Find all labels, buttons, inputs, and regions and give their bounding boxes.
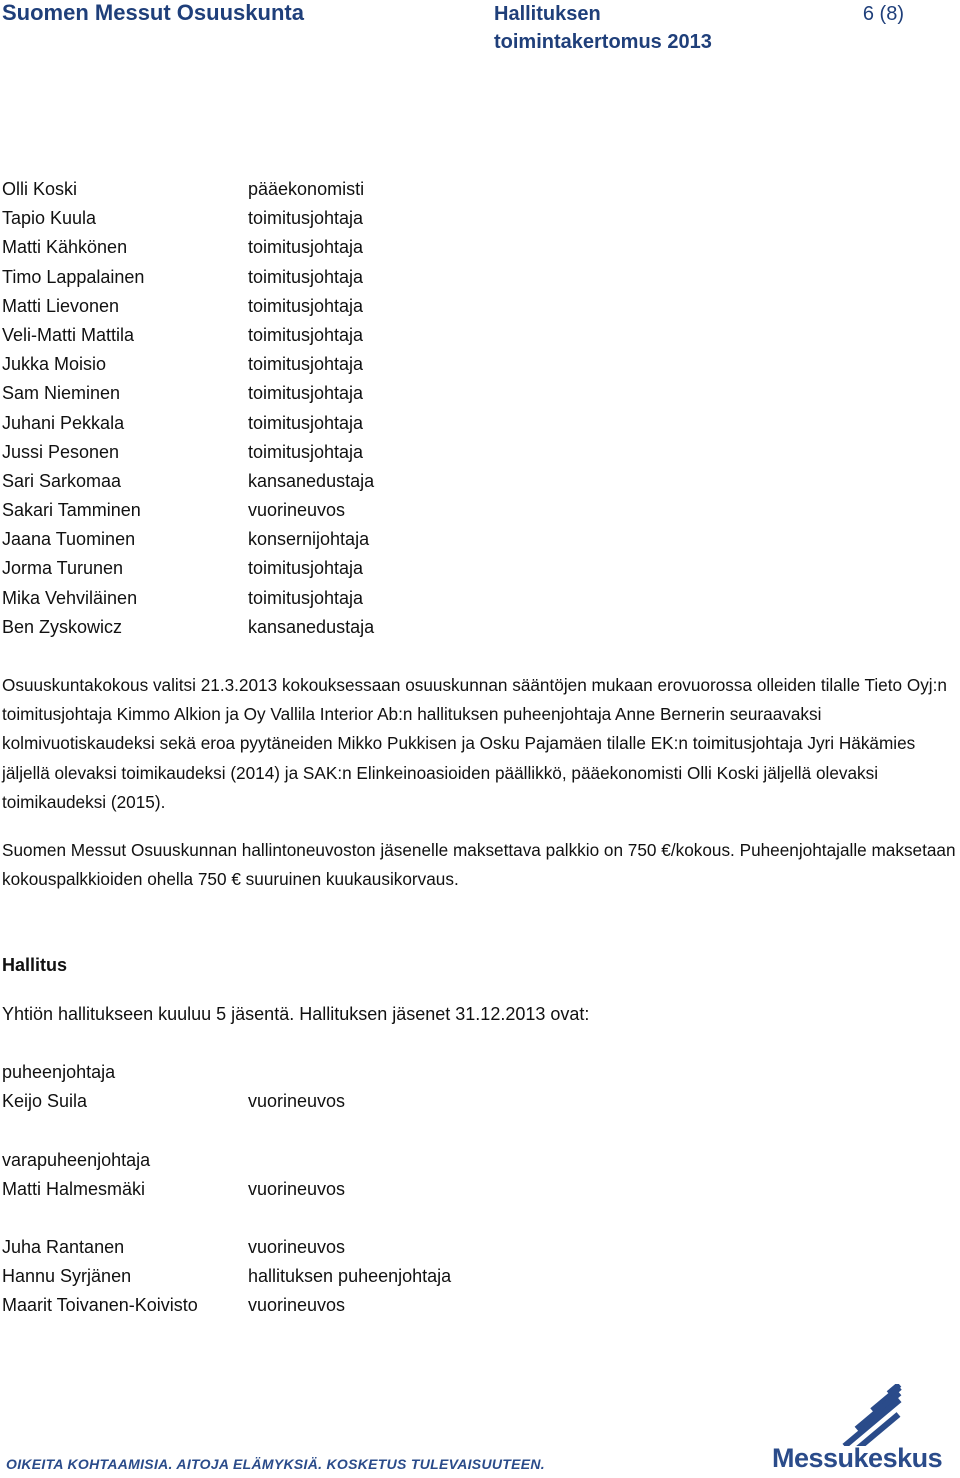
board-member-row — [2, 1264, 452, 1288]
board-member-name: Matti Halmesmäki — [2, 1179, 146, 1199]
member-name: Sam Nieminen — [2, 383, 121, 403]
document-title-line2: toimintakertomus 2013 — [494, 31, 712, 53]
fee-paragraph: Suomen Messut Osuuskunnan hallintoneuvoston jäsenelle maksettava palkkio on 750 €/kokous. Puheenjohtajalle maksetaan kokouspalkkioiden ohella 750 € suuruinen kuukausikorvaus. — [2, 840, 956, 890]
member-name: Jaana Tuominen — [2, 529, 136, 549]
member-row — [2, 411, 364, 435]
vice-chair-label: varapuheenjohtaja — [2, 1150, 151, 1170]
page-header — [0, 0, 960, 56]
document-title — [494, 0, 712, 56]
footer-slogan: OIKEITA KOHTAAMISIA. AITOJA ELÄMYKSIÄ. KOSKETUS TULEVAISUUTEEN. — [6, 1456, 545, 1472]
messukeskus-logo — [772, 1384, 942, 1474]
member-name: Ben Zyskowicz — [2, 617, 123, 637]
member-row — [2, 206, 364, 230]
member-row — [2, 381, 364, 405]
board-member-role: vuorineuvos — [248, 1295, 346, 1315]
board-member-role: vuorineuvos — [248, 1091, 346, 1111]
member-row — [2, 323, 364, 347]
member-name: Timo Lappalainen — [2, 267, 145, 287]
board-member-row — [2, 1235, 346, 1259]
member-role: toimitusjohtaja — [248, 267, 364, 287]
member-role: pääekonomisti — [248, 179, 365, 199]
member-row — [2, 527, 370, 551]
logo-text: Messukeskus — [772, 1443, 943, 1473]
member-row — [2, 615, 375, 639]
member-name: Sari Sarkomaa — [2, 471, 122, 491]
member-role: toimitusjohtaja — [248, 208, 364, 228]
member-row — [2, 177, 365, 201]
board-member-role: hallituksen puheenjohtaja — [248, 1266, 452, 1286]
member-name: Mika Vehviläinen — [2, 588, 138, 608]
member-role: konsernijohtaja — [248, 529, 370, 549]
organization-name: Suomen Messut Osuuskunta — [2, 0, 304, 25]
member-role: toimitusjohtaja — [248, 325, 364, 345]
member-name: Sakari Tamminen — [2, 500, 141, 520]
board-heading: Hallitus — [2, 955, 68, 975]
board-intro: Yhtiön hallitukseen kuuluu 5 jäsentä. Hallituksen jäsenet 31.12.2013 ovat: — [2, 1004, 590, 1024]
member-name: Matti Lievonen — [2, 296, 120, 316]
member-name: Matti Kähkönen — [2, 237, 128, 257]
document-title-line1: Hallituksen — [494, 3, 601, 25]
member-role: toimitusjohtaja — [248, 296, 364, 316]
member-role: toimitusjohtaja — [248, 442, 364, 462]
member-name: Olli Koski — [2, 179, 78, 199]
election-paragraph: Osuuskuntakokous valitsi 21.3.2013 kokouksessaan osuuskunnan sääntöjen mukaan erovuorossa olleiden tilalle Tieto Oyj:n toimitusjohtaja Kimmo Alkion ja Oy Vallila Interior Ab:n hallituksen puheenjohtaja Anne Bernerin seuraavaksi kolmivuotiskaudeksi sekä eroa pyytäneiden Mikko Pukkisen ja Osku Pajamäen tilalle EK:n toimitusjohtaja Jyri Häkämies jäljellä olevaksi toimikaudeksi (2014) ja SAK:n Elinkeinoasioiden päällikkö, pääekonomisti Olli Koski jäljellä olevaksi toimikaudeksi (2015). — [2, 675, 947, 812]
member-row — [2, 235, 364, 259]
board-member-row — [2, 1177, 346, 1201]
member-role: kansanedustaja — [248, 617, 375, 637]
member-role: toimitusjohtaja — [248, 354, 364, 374]
member-name: Jorma Turunen — [2, 558, 124, 578]
member-role: toimitusjohtaja — [248, 237, 364, 257]
member-role: toimitusjohtaja — [248, 413, 364, 433]
logo-mark-icon — [772, 1384, 942, 1446]
board-member-name: Maarit Toivanen-Koivisto — [2, 1295, 198, 1315]
board-member-row — [2, 1089, 346, 1113]
board-member-name: Juha Rantanen — [2, 1237, 125, 1257]
member-name: Jussi Pesonen — [2, 442, 120, 462]
board-member-name: Hannu Syrjänen — [2, 1266, 132, 1286]
member-name: Tapio Kuula — [2, 208, 97, 228]
member-name: Veli-Matti Mattila — [2, 325, 135, 345]
member-row — [2, 440, 364, 464]
member-name: Juhani Pekkala — [2, 413, 125, 433]
board-member-row — [2, 1293, 346, 1317]
member-row — [2, 294, 364, 318]
board-member-name: Keijo Suila — [2, 1091, 88, 1111]
board-member-role: vuorineuvos — [248, 1237, 346, 1257]
member-role: kansanedustaja — [248, 471, 375, 491]
member-row — [2, 265, 364, 289]
member-row — [2, 469, 375, 493]
board-member-role: vuorineuvos — [248, 1179, 346, 1199]
member-row — [2, 498, 346, 522]
member-role: toimitusjohtaja — [248, 383, 364, 403]
page-number: 6 (8) — [862, 3, 904, 25]
member-name: Jukka Moisio — [2, 354, 107, 374]
member-row — [2, 352, 364, 376]
member-role: vuorineuvos — [248, 500, 346, 520]
chair-label: puheenjohtaja — [2, 1062, 116, 1082]
member-row — [2, 556, 364, 580]
member-role: toimitusjohtaja — [248, 558, 364, 578]
member-row — [2, 586, 364, 610]
member-role: toimitusjohtaja — [248, 588, 364, 608]
